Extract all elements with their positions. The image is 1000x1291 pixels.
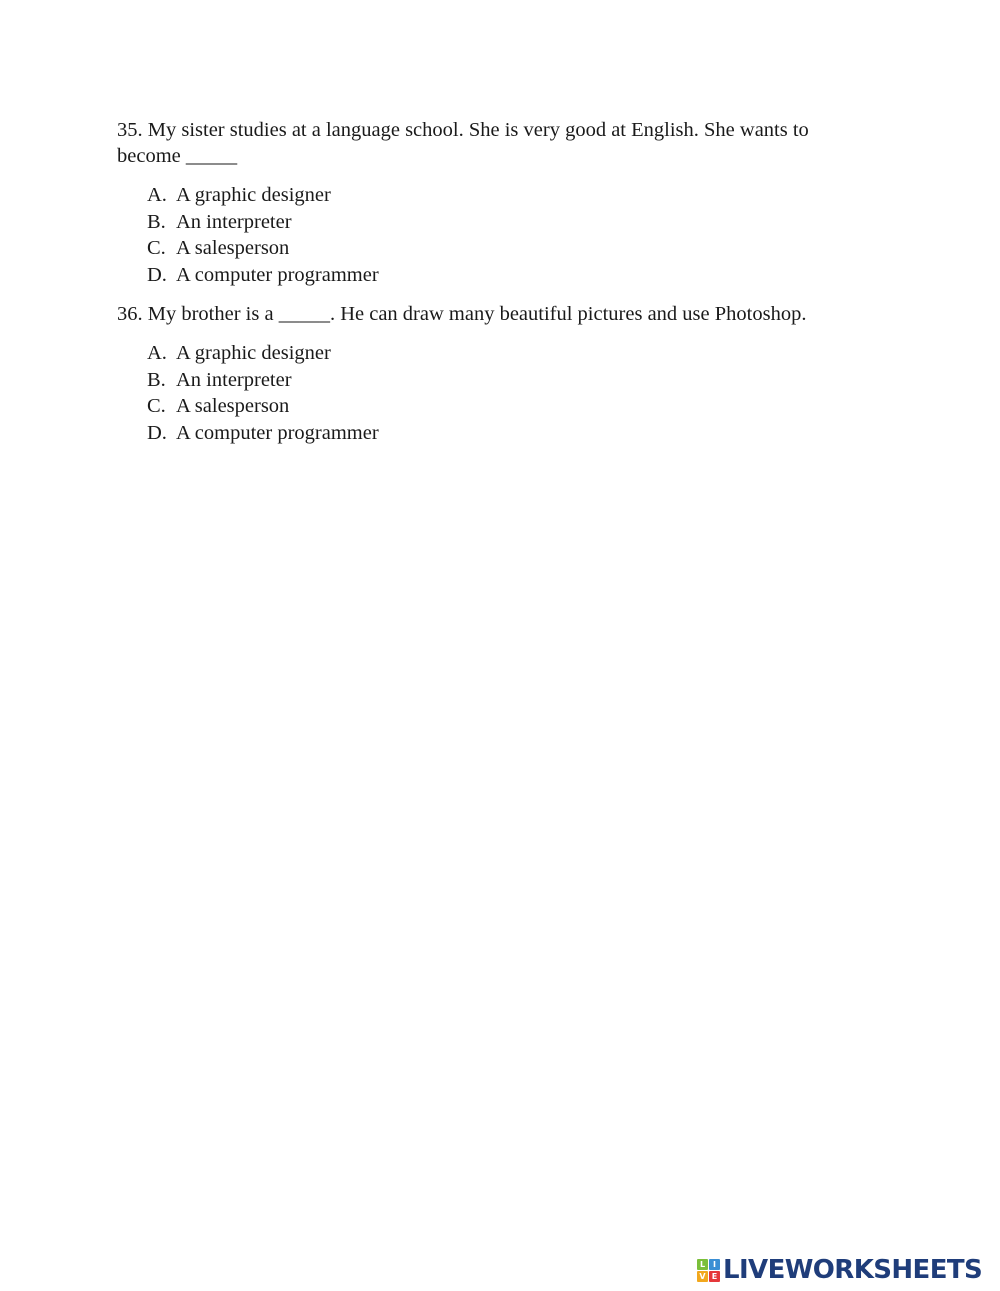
option-letter: D. bbox=[147, 421, 167, 444]
option-label: A computer programmer bbox=[176, 263, 379, 286]
question-35 bbox=[117, 117, 847, 288]
option-letter: B. bbox=[147, 368, 166, 391]
option-b[interactable] bbox=[147, 209, 847, 236]
option-b[interactable] bbox=[147, 367, 847, 394]
option-label: A graphic designer bbox=[176, 184, 331, 206]
option-c[interactable] bbox=[147, 235, 847, 262]
option-a[interactable] bbox=[147, 340, 847, 367]
question-36 bbox=[117, 301, 847, 446]
option-letter: D. bbox=[147, 263, 167, 286]
option-label: A computer programmer bbox=[176, 421, 379, 444]
option-c[interactable] bbox=[147, 393, 847, 420]
option-letter: C. bbox=[147, 395, 166, 417]
option-label: A salesperson bbox=[176, 237, 290, 259]
question-text: 35. My sister studies at a language school. She is very good at English. She wants to become _____ bbox=[117, 119, 809, 167]
logo-block-e: E bbox=[709, 1271, 720, 1282]
option-label: An interpreter bbox=[176, 368, 292, 391]
option-label: A salesperson bbox=[176, 395, 290, 417]
option-letter: A. bbox=[147, 184, 167, 206]
option-label: An interpreter bbox=[176, 210, 292, 233]
liveworksheets-logo bbox=[697, 1256, 982, 1284]
option-letter: A. bbox=[147, 342, 167, 364]
question-text: 36. My brother is a _____. He can draw many beautiful pictures and use Photoshop. bbox=[117, 303, 807, 325]
logo-text: LIVEWORKSHEETS bbox=[723, 1255, 983, 1285]
option-letter: B. bbox=[147, 210, 166, 233]
option-letter: C. bbox=[147, 237, 166, 259]
logo-block-v: V bbox=[697, 1271, 708, 1282]
option-d[interactable] bbox=[147, 420, 847, 447]
answer-options bbox=[117, 182, 847, 288]
logo-block-l: L bbox=[697, 1259, 708, 1270]
answer-options bbox=[117, 340, 847, 446]
option-label: A graphic designer bbox=[176, 342, 331, 364]
option-a[interactable] bbox=[147, 182, 847, 209]
logo-block-i: I bbox=[709, 1259, 720, 1270]
option-d[interactable] bbox=[147, 262, 847, 289]
live-blocks-icon bbox=[697, 1259, 720, 1282]
